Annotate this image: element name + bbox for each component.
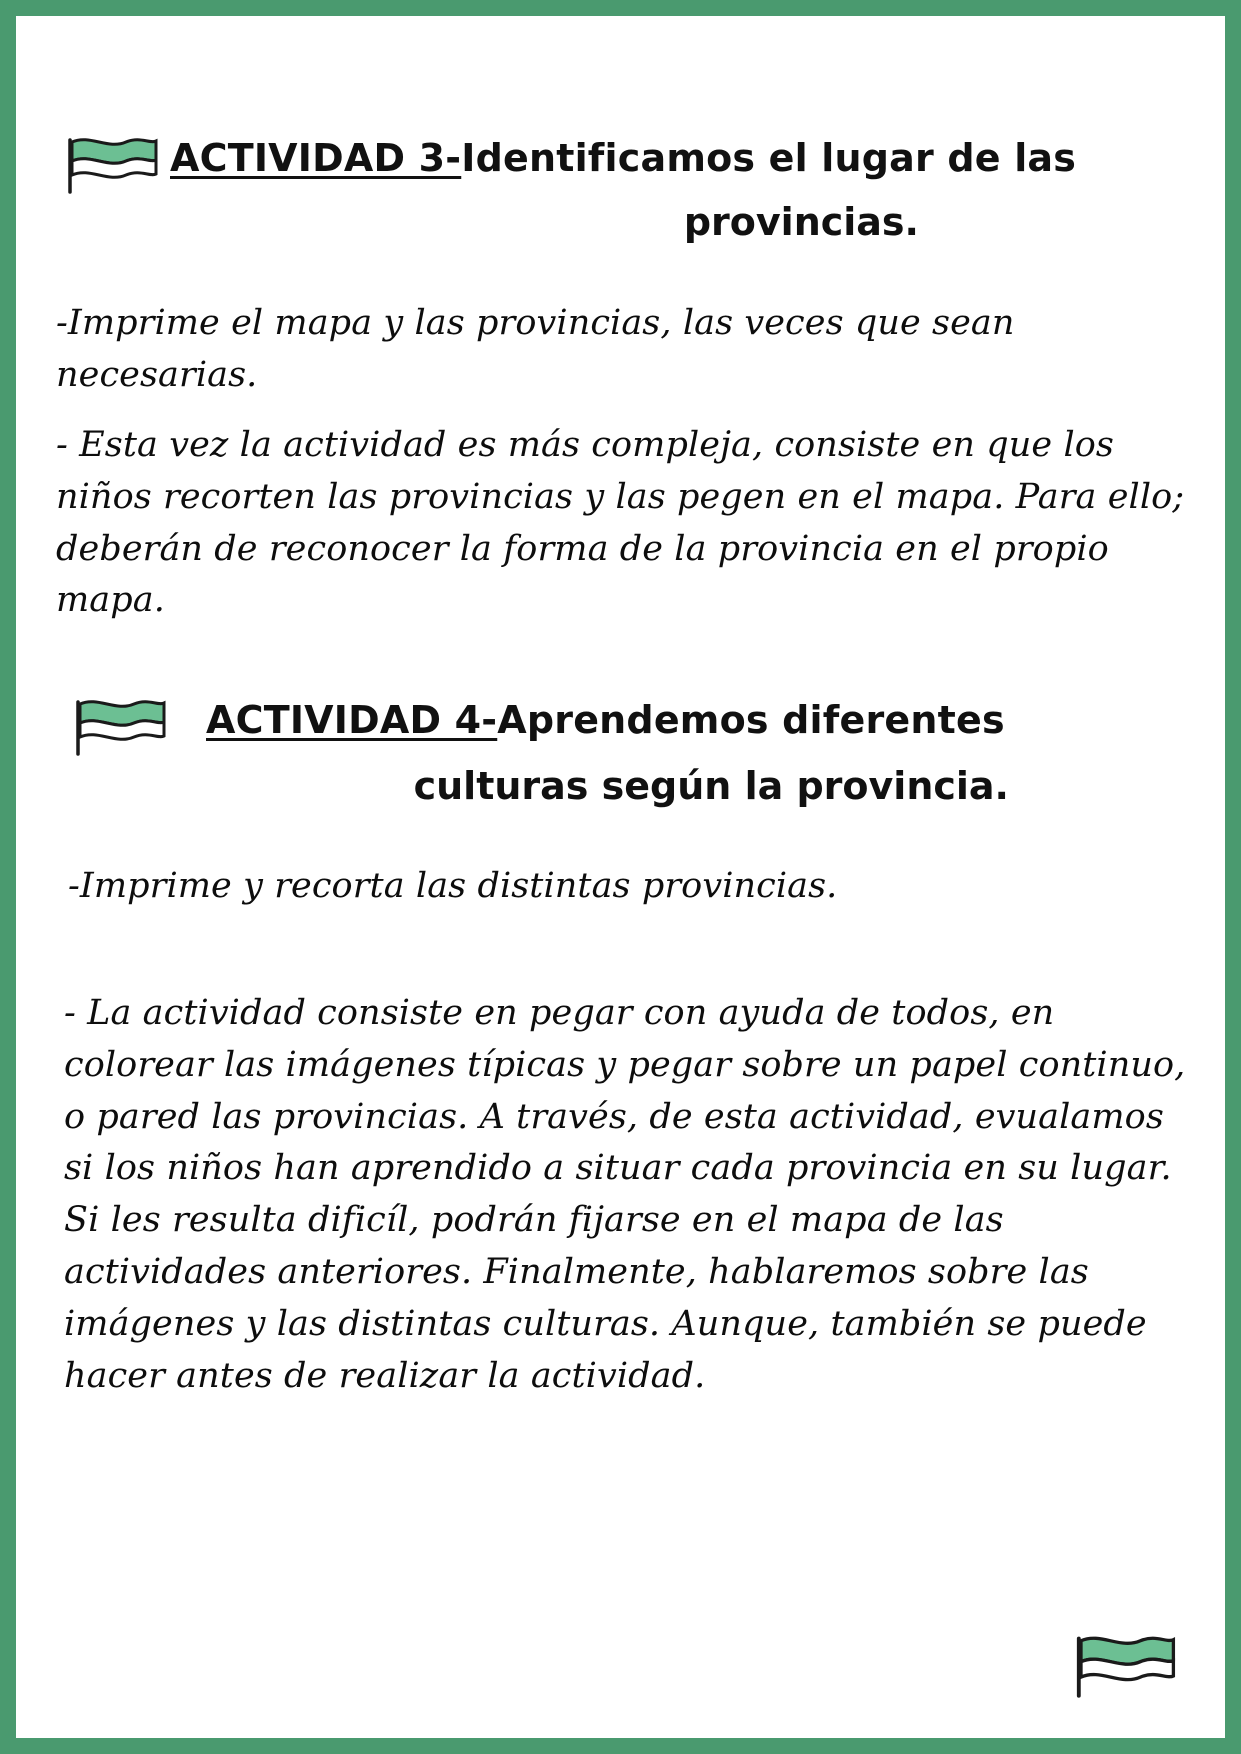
activity-4-paragraph-1: -Imprime y recorta las distintas provincias. bbox=[68, 866, 838, 906]
activity-4-section bbox=[64, 696, 1177, 811]
activity-3-title bbox=[170, 134, 1076, 183]
activity-4-paragraph-2: - La actividad consiste en pegar con ayuda de todos, en colorear las imágenes típicas y pegar sobre un papel continuo, o pared las provincias. A través, de esta actividad, evualamos si los niños han aprendido a situar cada provincia en su lugar. Si les resulta dificíl, podrán fijarse en el mapa de las actividades anteriores. Finalmente, hablaremos sobre las imágenes y las distintas culturas. Aunque, también se puede hacer antes de realizar la actividad. bbox=[64, 993, 1186, 1396]
activity-3-heading bbox=[64, 134, 1177, 194]
activity-3-paragraph-1-wrap bbox=[56, 298, 1185, 402]
activity-3-section bbox=[64, 134, 1177, 247]
flag-icon bbox=[72, 696, 168, 756]
activity-3-title-line1: Identificamos el lugar de las bbox=[461, 136, 1077, 180]
activity-3-paragraph-2-wrap bbox=[56, 420, 1185, 627]
activity-3-label: ACTIVIDAD 3- bbox=[170, 136, 462, 180]
activity-4-label: ACTIVIDAD 4- bbox=[206, 698, 498, 742]
activity-4-paragraph-1-wrap bbox=[68, 861, 1185, 913]
activity-4-paragraph-2-wrap bbox=[64, 988, 1189, 1402]
activity-4-title-line2: culturas según la provincia. bbox=[413, 764, 1009, 808]
page-content bbox=[16, 16, 1225, 1738]
flag-icon bbox=[1071, 1632, 1179, 1698]
activity-4-heading bbox=[64, 696, 1177, 756]
activity-3-paragraph-1: -Imprime el mapa y las provincias, las veces que sean necesarias. bbox=[56, 303, 1015, 395]
flag-icon bbox=[64, 134, 160, 194]
activity-3-title-line2: provincias. bbox=[683, 200, 919, 244]
activity-4-title bbox=[206, 696, 1005, 745]
activity-4-title-line1: Aprendemos diferentes bbox=[497, 698, 1005, 742]
activity-3-paragraph-2: - Esta vez la actividad es más compleja, consiste en que los niños recorten las provincias y las pegen en el mapa. Para ello; deberán de reconocer la forma de la provincia en el propio mapa. bbox=[56, 425, 1185, 621]
